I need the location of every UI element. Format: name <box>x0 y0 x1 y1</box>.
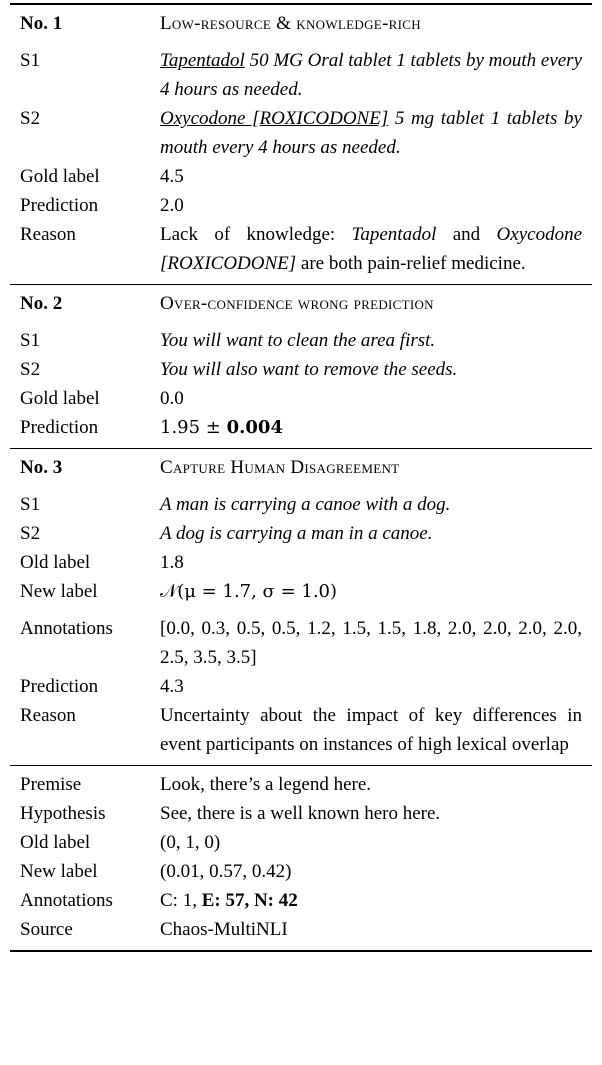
sentence-rest: 5 mg tablet 1 tablets by mouth every 4 hours as needed. <box>160 108 582 158</box>
row-label: Reason <box>20 705 76 726</box>
row-label: S1 <box>20 50 41 71</box>
row-label: Prediction <box>20 195 99 216</box>
row-s2 <box>10 104 592 162</box>
row-value: 0.0 <box>160 388 184 409</box>
row-value <box>160 220 592 278</box>
row-value: (0, 1, 0) <box>160 832 221 853</box>
row-label: Gold label <box>20 166 100 187</box>
row-prediction <box>10 191 592 220</box>
row-label: S1 <box>20 494 41 515</box>
row-premise <box>10 770 592 799</box>
section-header <box>10 453 592 482</box>
row-value: (0.01, 0.57, 0.42) <box>160 861 292 882</box>
section-number: No. 2 <box>20 293 63 314</box>
reason-drug-2: Oxycodone [ROXICODONE] <box>160 224 583 274</box>
row-s1 <box>10 490 592 519</box>
section-title: Capture Human Disagreement <box>160 457 400 478</box>
row-prediction <box>10 672 592 701</box>
row-label: Prediction <box>20 676 99 697</box>
row-label: New label <box>20 581 98 602</box>
row-value: You will want to clean the area first. <box>160 330 436 351</box>
row-new-label <box>10 577 592 606</box>
row-old-label <box>10 548 592 577</box>
row-label: Annotations <box>20 618 113 639</box>
section-3 <box>10 449 592 765</box>
row-prediction <box>10 413 592 442</box>
row-label: Premise <box>20 774 82 795</box>
row-s1 <box>10 326 592 355</box>
row-value: 4.5 <box>160 166 184 187</box>
annotation-contradiction: C: 1, <box>160 890 202 911</box>
plus-minus: ± <box>200 417 227 438</box>
row-annotations <box>10 614 592 672</box>
reason-pre: Lack of knowledge: <box>160 224 352 245</box>
section-title: Over-confidence wrong prediction <box>160 293 434 314</box>
row-label: S2 <box>20 108 41 129</box>
row-label: New label <box>20 861 98 882</box>
row-reason <box>10 220 592 278</box>
row-label: S2 <box>20 359 41 380</box>
section-header <box>10 9 592 38</box>
row-value <box>160 886 592 915</box>
row-label: Old label <box>20 832 91 853</box>
reason-mid: and <box>436 224 497 245</box>
section-1 <box>10 5 592 284</box>
reason-post: are both pain-relief medicine. <box>296 253 526 274</box>
row-value: 1.8 <box>160 552 184 573</box>
row-source <box>10 915 592 944</box>
row-label: Annotations <box>20 890 113 911</box>
row-value <box>160 46 592 104</box>
row-label: Reason <box>20 224 76 245</box>
reason-drug-1: Tapentadol <box>351 224 437 245</box>
prediction-std: 0.004 <box>226 417 283 438</box>
prediction-mean: 1.95 <box>160 417 201 438</box>
row-value: You will also want to remove the seeds. <box>160 359 458 380</box>
sentence-rest: 50 MG Oral tablet 1 tablets by mouth every 4 hours as needed. <box>160 50 583 100</box>
row-value: Uncertainty about the impact of key differences in event participants on instances of high lexical overlap <box>160 705 582 755</box>
row-value: 𝒩(μ = 1.7, σ = 1.0) <box>160 581 338 602</box>
section-4 <box>10 766 592 950</box>
case-study-table <box>10 3 592 952</box>
row-label: S1 <box>20 330 41 351</box>
row-label: Hypothesis <box>20 803 106 824</box>
row-value <box>160 104 592 162</box>
section-2 <box>10 285 592 448</box>
row-s2 <box>10 519 592 548</box>
row-label: Old label <box>20 552 91 573</box>
row-value <box>160 413 592 442</box>
row-value: 4.3 <box>160 676 184 697</box>
bottom-rule <box>10 950 592 952</box>
row-gold-label <box>10 384 592 413</box>
row-new-label <box>10 857 592 886</box>
row-label: Prediction <box>20 417 99 438</box>
row-reason <box>10 701 592 759</box>
row-value: A dog is carrying a man in a canoe. <box>160 523 433 544</box>
section-title: Low-resource & knowledge-rich <box>160 13 421 34</box>
section-number: No. 1 <box>20 13 63 34</box>
row-value: 2.0 <box>160 195 184 216</box>
row-value: [0.0, 0.3, 0.5, 0.5, 1.2, 1.5, 1.5, 1.8, 2.0, 2.0, 2.0, 2.0, 2.5, 3.5, 3.5] <box>160 618 582 668</box>
row-value: Chaos-MultiNLI <box>160 919 288 940</box>
row-label: Source <box>20 919 73 940</box>
row-hypothesis <box>10 799 592 828</box>
row-label: Gold label <box>20 388 100 409</box>
row-s1 <box>10 46 592 104</box>
drug-name: Tapentadol <box>160 50 245 71</box>
row-annotations <box>10 886 592 915</box>
row-value: See, there is a well known hero here. <box>160 803 441 824</box>
row-label: S2 <box>20 523 41 544</box>
row-value: Look, there’s a legend here. <box>160 774 372 795</box>
section-number: No. 3 <box>20 457 63 478</box>
row-gold-label <box>10 162 592 191</box>
row-old-label <box>10 828 592 857</box>
row-value: A man is carrying a canoe with a dog. <box>160 494 451 515</box>
drug-name: Oxycodone [ROXICODONE] <box>160 108 389 129</box>
annotation-entail-neutral: E: 57, N: 42 <box>201 890 298 911</box>
section-header <box>10 289 592 318</box>
row-s2 <box>10 355 592 384</box>
